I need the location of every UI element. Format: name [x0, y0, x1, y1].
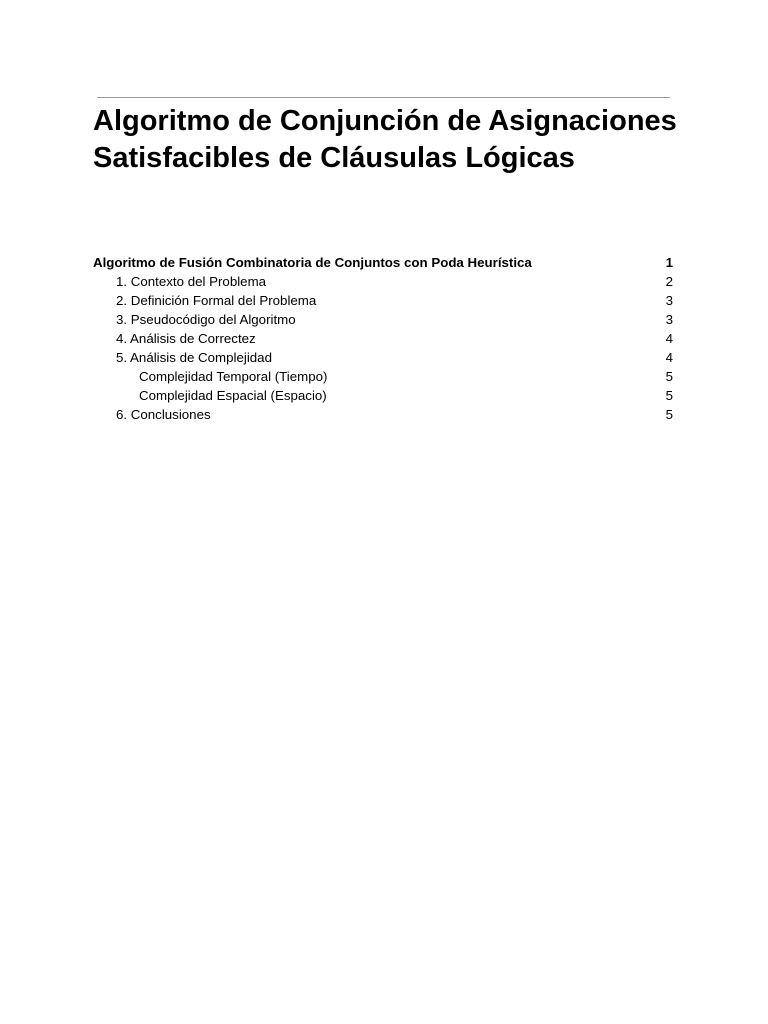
toc-entry-page: 5: [665, 407, 673, 422]
toc-entry-complejidad-espacial[interactable]: [93, 386, 675, 405]
toc-entry-correctez[interactable]: [93, 329, 675, 348]
toc-entry-label: 1. Contexto del Problema: [116, 274, 267, 289]
toc-entry-complejidad-temporal[interactable]: [93, 367, 675, 386]
toc-entry-label: Complejidad Espacial (Espacio): [139, 388, 327, 403]
toc-entry-main[interactable]: [93, 253, 675, 272]
toc-entry-page: 3: [665, 293, 673, 308]
toc-entry-label: 4. Análisis de Correctez: [116, 331, 256, 346]
toc-entry-contexto[interactable]: [93, 272, 675, 291]
document-title: Algoritmo de Conjunción de Asignaciones Satisfacibles de Cláusulas Lógicas: [93, 105, 677, 174]
toc-entry-conclusiones[interactable]: [93, 405, 675, 424]
toc-entry-label: 6. Conclusiones: [116, 407, 211, 422]
toc-entry-page: 5: [665, 388, 673, 403]
toc-entry-label: 5. Análisis de Complejidad: [116, 350, 272, 365]
toc-entry-pseudocodigo[interactable]: [93, 310, 675, 329]
toc-entry-page: 5: [665, 369, 673, 384]
toc-entry-label: Complejidad Temporal (Tiempo): [139, 369, 328, 384]
toc-entry-complejidad[interactable]: [93, 348, 675, 367]
toc-entry-label: 3. Pseudocódigo del Algoritmo: [116, 312, 296, 327]
toc-entry-definicion[interactable]: [93, 291, 675, 310]
toc-entry-page: 3: [665, 312, 673, 327]
toc-entry-label: Algoritmo de Fusión Combinatoria de Conjuntos con Poda Heurística: [93, 255, 532, 270]
toc-entry-page: 1: [665, 255, 673, 270]
toc-entry-page: 2: [665, 274, 673, 289]
toc-entry-label: 2. Definición Formal del Problema: [116, 293, 317, 308]
table-of-contents: [93, 253, 675, 424]
toc-entry-page: 4: [665, 331, 673, 346]
toc-entry-page: 4: [665, 350, 673, 365]
top-rule: [97, 97, 670, 98]
